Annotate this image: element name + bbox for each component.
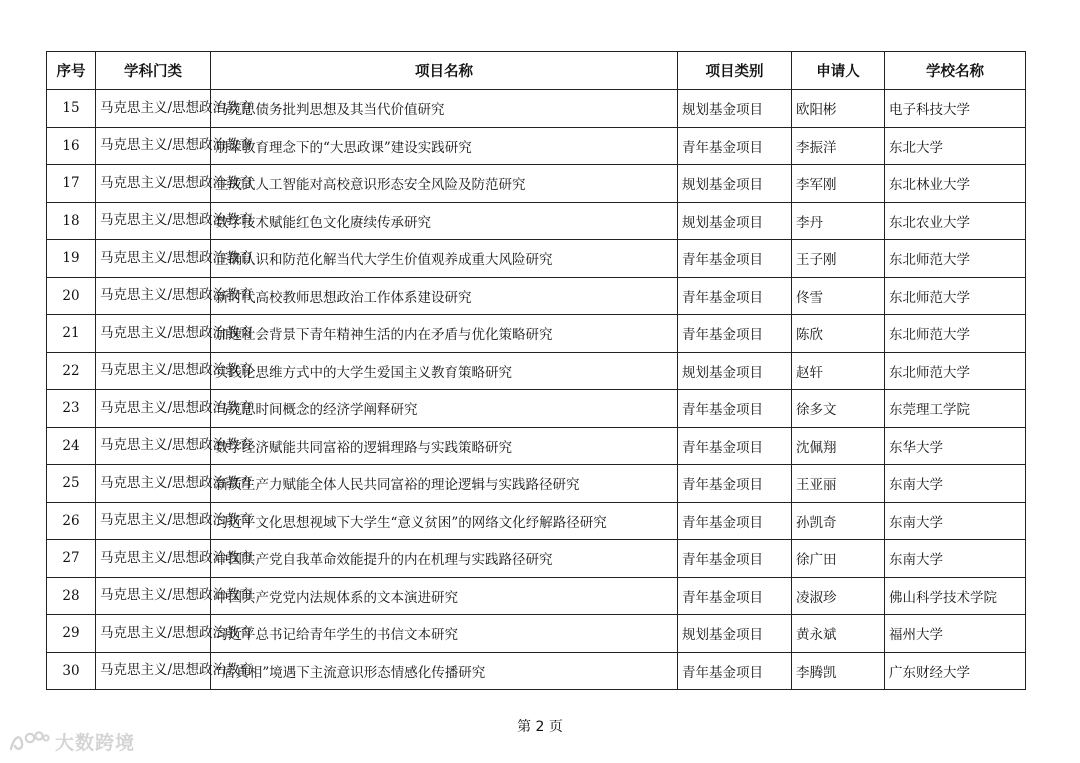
cell-applicant: 徐多文 [792,390,885,428]
cell-project-name: 马克思时间概念的经济学阐释研究 [211,390,678,428]
cell-project-name: 朋辈教育理念下的“大思政课”建设实践研究 [211,127,678,165]
cell-subject: 马克思主义/思想政治教育 [96,90,211,128]
cell-project-name: 数字技术赋能红色文化赓续传承研究 [211,202,678,240]
cell-applicant: 王亚丽 [792,465,885,503]
cell-applicant: 凌淑珍 [792,577,885,615]
cell-applicant: 李丹 [792,202,885,240]
cell-school: 广东财经大学 [885,652,1026,690]
header-school: 学校名称 [885,52,1026,90]
cell-subject: 马克思主义/思想政治教育 [96,277,211,315]
table-row [47,90,1026,128]
cell-project-name: 数字经济赋能共同富裕的逻辑理路与实践策略研究 [211,427,678,465]
cell-applicant: 陈欣 [792,315,885,353]
cell-category: 青年基金项目 [678,427,792,465]
cell-seq: 23 [47,390,96,428]
cell-project-name: 生成式人工智能对高校意识形态安全风险及防范研究 [211,165,678,203]
cell-school: 东北师范大学 [885,315,1026,353]
table-row [47,202,1026,240]
cell-seq: 22 [47,352,96,390]
cell-category: 青年基金项目 [678,127,792,165]
cell-applicant: 王子刚 [792,240,885,278]
table-row [47,427,1026,465]
cell-applicant: 欧阳彬 [792,90,885,128]
cell-seq: 30 [47,652,96,690]
cell-seq: 16 [47,127,96,165]
cell-subject: 马克思主义/思想政治教育 [96,502,211,540]
cell-category: 青年基金项目 [678,277,792,315]
cell-subject: 马克思主义/思想政治教育 [96,652,211,690]
cell-project-name: 习近平文化思想视域下大学生“意义贫困”的网络文化纾解路径研究 [211,502,678,540]
cell-school: 东南大学 [885,540,1026,578]
cell-subject: 马克思主义/思想政治教育 [96,390,211,428]
cell-school: 东南大学 [885,502,1026,540]
cell-project-name: 习近平总书记给青年学生的书信文本研究 [211,615,678,653]
cell-school: 东南大学 [885,465,1026,503]
cell-applicant: 孙凯奇 [792,502,885,540]
watermark-text: 大数跨境 [55,732,136,754]
cell-seq: 25 [47,465,96,503]
cell-school: 东华大学 [885,427,1026,465]
cell-category: 规划基金项目 [678,90,792,128]
cell-seq: 29 [47,615,96,653]
cell-school: 东北大学 [885,127,1026,165]
cell-subject: 马克思主义/思想政治教育 [96,615,211,653]
cell-school: 电子科技大学 [885,90,1026,128]
cell-school: 东北林业大学 [885,165,1026,203]
cell-project-name: 加速社会背景下青年精神生活的内在矛盾与优化策略研究 [211,315,678,353]
cell-project-name: 正确认识和防范化解当代大学生价值观养成重大风险研究 [211,240,678,278]
cell-category: 青年基金项目 [678,465,792,503]
cell-subject: 马克思主义/思想政治教育 [96,427,211,465]
cell-category: 规划基金项目 [678,615,792,653]
cell-applicant: 李军刚 [792,165,885,203]
cell-applicant: 徐广田 [792,540,885,578]
table-body [47,90,1026,690]
cell-subject: 马克思主义/思想政治教育 [96,352,211,390]
cell-category: 青年基金项目 [678,502,792,540]
cell-seq: 24 [47,427,96,465]
cell-project-name: 实践论思维方式中的大学生爱国主义教育策略研究 [211,352,678,390]
table-header-row [47,52,1026,90]
brand-logo-icon [8,729,50,755]
table-row [47,502,1026,540]
cell-school: 福州大学 [885,615,1026,653]
table-row [47,615,1026,653]
table-row [47,352,1026,390]
cell-school: 东北农业大学 [885,202,1026,240]
cell-seq: 21 [47,315,96,353]
table-row [47,240,1026,278]
table-row [47,652,1026,690]
header-category: 项目类别 [678,52,792,90]
cell-applicant: 黄永斌 [792,615,885,653]
table-row [47,540,1026,578]
cell-seq: 27 [47,540,96,578]
header-seq: 序号 [47,52,96,90]
cell-category: 规划基金项目 [678,165,792,203]
table-row [47,165,1026,203]
header-applicant: 申请人 [792,52,885,90]
cell-project-name: 中国共产党党内法规体系的文本演进研究 [211,577,678,615]
cell-subject: 马克思主义/思想政治教育 [96,315,211,353]
document-sheet [46,51,1025,690]
cell-applicant: 沈佩翔 [792,427,885,465]
cell-subject: 马克思主义/思想政治教育 [96,127,211,165]
cell-project-name: 马克思债务批判思想及其当代价值研究 [211,90,678,128]
cell-seq: 18 [47,202,96,240]
cell-category: 青年基金项目 [678,540,792,578]
cell-project-name: “后真相”境遇下主流意识形态情感化传播研究 [211,652,678,690]
project-table [46,51,1026,690]
cell-subject: 马克思主义/思想政治教育 [96,240,211,278]
cell-subject: 马克思主义/思想政治教育 [96,465,211,503]
table-row [47,277,1026,315]
cell-school: 佛山科学技术学院 [885,577,1026,615]
cell-subject: 马克思主义/思想政治教育 [96,165,211,203]
cell-category: 青年基金项目 [678,315,792,353]
header-subject: 学科门类 [96,52,211,90]
table-row [47,390,1026,428]
cell-applicant: 李腾凯 [792,652,885,690]
cell-applicant: 李振洋 [792,127,885,165]
cell-school: 东北师范大学 [885,240,1026,278]
table-row [47,577,1026,615]
cell-school: 东莞理工学院 [885,390,1026,428]
cell-seq: 19 [47,240,96,278]
cell-project-name: 新时代高校教师思想政治工作体系建设研究 [211,277,678,315]
cell-applicant: 佟雪 [792,277,885,315]
cell-seq: 17 [47,165,96,203]
cell-applicant: 赵轩 [792,352,885,390]
page-number: 第 2 页 [517,719,563,735]
cell-subject: 马克思主义/思想政治教育 [96,202,211,240]
cell-category: 青年基金项目 [678,652,792,690]
cell-project-name: 新质生产力赋能全体人民共同富裕的理论逻辑与实践路径研究 [211,465,678,503]
table-row [47,315,1026,353]
cell-project-name: 中国共产党自我革命效能提升的内在机理与实践路径研究 [211,540,678,578]
cell-subject: 马克思主义/思想政治教育 [96,577,211,615]
table-row [47,127,1026,165]
header-project-name: 项目名称 [211,52,678,90]
cell-category: 青年基金项目 [678,577,792,615]
cell-school: 东北师范大学 [885,352,1026,390]
cell-category: 规划基金项目 [678,352,792,390]
cell-seq: 20 [47,277,96,315]
table-row [47,465,1026,503]
cell-subject: 马克思主义/思想政治教育 [96,540,211,578]
cell-seq: 28 [47,577,96,615]
cell-seq: 26 [47,502,96,540]
cell-seq: 15 [47,90,96,128]
cell-category: 青年基金项目 [678,390,792,428]
cell-category: 规划基金项目 [678,202,792,240]
cell-category: 青年基金项目 [678,240,792,278]
watermark [8,728,135,755]
cell-school: 东北师范大学 [885,277,1026,315]
